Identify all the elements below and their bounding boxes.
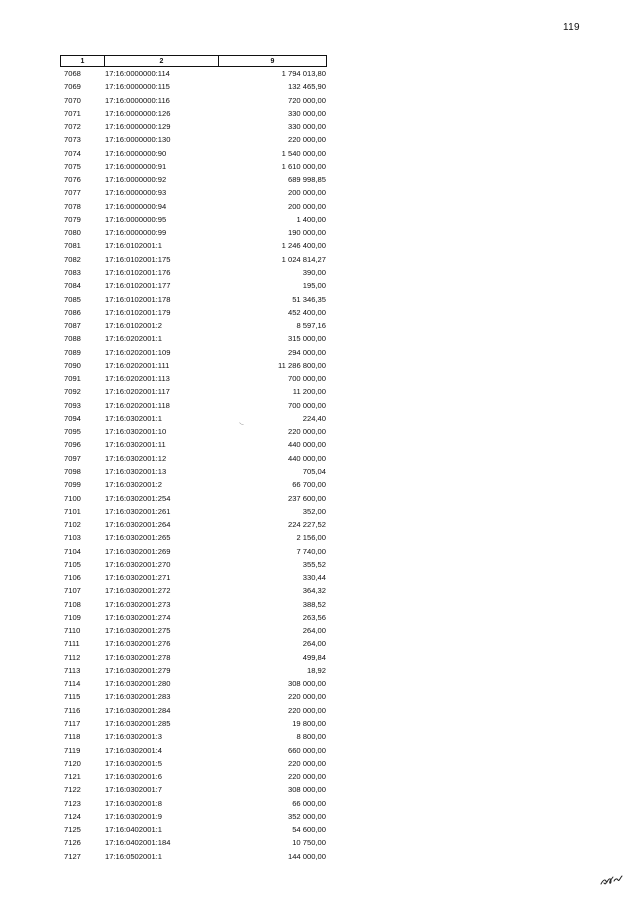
table-row [60, 67, 330, 80]
cadastral-number: 17:16:0302001:284 [105, 705, 171, 715]
cadastral-number: 17:16:0302001:5 [105, 758, 163, 768]
value: 19 800,00 [292, 719, 326, 729]
value: 700 000,00 [287, 400, 326, 410]
table-row [60, 518, 330, 531]
value: 308 000,00 [287, 679, 326, 689]
table-row [60, 372, 330, 385]
cadastral-number: 17:16:0302001:280 [105, 679, 171, 689]
row-number: 7114 [64, 679, 81, 689]
cadastral-number: 17:16:0000000:129 [105, 122, 171, 132]
cadastral-number: 17:16:0302001:1 [105, 413, 163, 423]
row-number: 7111 [64, 639, 80, 649]
cadastral-number: 17:16:0302001:12 [105, 453, 167, 463]
table-row [60, 757, 330, 770]
row-number: 7074 [64, 148, 81, 158]
row-number: 7126 [64, 838, 81, 848]
row-number: 7104 [64, 546, 81, 556]
value: 264,00 [302, 626, 326, 636]
table-row [60, 213, 330, 226]
row-number: 7085 [64, 294, 81, 304]
table-row [60, 677, 330, 690]
row-number: 7127 [64, 851, 81, 861]
table-row [60, 492, 330, 505]
cadastral-number: 17:16:0302001:279 [105, 665, 171, 675]
table-row [60, 478, 330, 491]
table-row [60, 465, 330, 478]
value: 66 700,00 [292, 480, 326, 490]
value: 1 540 000,00 [281, 148, 326, 158]
value: 11 286 800,00 [278, 360, 326, 370]
row-number: 7087 [64, 321, 81, 331]
table-row [60, 346, 330, 359]
value: 2 156,00 [296, 533, 326, 543]
table-row [60, 359, 330, 372]
table-row [60, 200, 330, 213]
cadastral-number: 17:16:0000000:130 [105, 135, 171, 145]
table-row [60, 690, 330, 703]
value: 352 000,00 [287, 811, 326, 821]
row-number: 7078 [64, 201, 81, 211]
table-row [60, 836, 330, 849]
row-number: 7122 [64, 785, 81, 795]
value: 440 000,00 [287, 440, 326, 450]
cadastral-number: 17:16:0302001:6 [105, 772, 163, 782]
value: 220 000,00 [287, 705, 326, 715]
value: 200 000,00 [287, 188, 326, 198]
table-row [60, 531, 330, 544]
row-number: 7116 [64, 705, 81, 715]
cadastral-number: 17:16:0302001:261 [105, 506, 171, 516]
row-number: 7088 [64, 334, 81, 344]
value: 315 000,00 [287, 334, 326, 344]
value: 388,52 [302, 599, 326, 609]
row-number: 7068 [64, 69, 81, 78]
cadastral-number: 17:16:0302001:276 [105, 639, 171, 649]
value: 705,04 [302, 466, 326, 476]
cadastral-number: 17:16:0302001:3 [105, 732, 163, 742]
row-number: 7089 [64, 347, 81, 357]
table-row [60, 107, 330, 120]
cadastral-number: 17:16:0202001:118 [105, 400, 170, 410]
cadastral-number: 17:16:0000000:93 [105, 188, 167, 198]
cadastral-number: 17:16:0302001:275 [105, 626, 171, 636]
value: 195,00 [302, 281, 326, 291]
row-number: 7124 [64, 811, 81, 821]
table-row [60, 120, 330, 133]
value: 224 227,52 [287, 520, 326, 530]
value: 8 597,16 [296, 321, 326, 331]
cadastral-number: 17:16:0302001:285 [105, 719, 171, 729]
row-number: 7125 [64, 825, 81, 835]
value: 330 000,00 [287, 122, 326, 132]
table-row [60, 226, 330, 239]
row-number: 7106 [64, 573, 81, 583]
value: 1 610 000,00 [281, 161, 326, 171]
row-number: 7115 [64, 692, 81, 702]
value: 1 400,00 [296, 214, 326, 224]
value: 1 246 400,00 [281, 241, 326, 251]
table-row [60, 797, 330, 810]
cadastral-number: 17:16:0000000:94 [105, 201, 167, 211]
table-row [60, 253, 330, 266]
value: 264,00 [302, 639, 326, 649]
value: 11 200,00 [292, 387, 326, 397]
value: 330 000,00 [287, 108, 326, 118]
cadastral-number: 17:16:0302001:269 [105, 546, 171, 556]
cadastral-number: 17:16:0202001:117 [105, 387, 170, 397]
value: 220 000,00 [287, 135, 326, 145]
cadastral-number: 17:16:0202001:111 [105, 360, 170, 370]
value: 237 600,00 [287, 493, 326, 503]
cadastral-number: 17:16:0302001:278 [105, 652, 171, 662]
cadastral-number: 17:16:0102001:175 [105, 254, 171, 264]
cadastral-number: 17:16:0102001:177 [105, 281, 171, 291]
table-row [60, 438, 330, 451]
value: 200 000,00 [287, 201, 326, 211]
cadastral-number: 17:16:0102001:176 [105, 267, 171, 277]
cadastral-number: 17:16:0102001:179 [105, 307, 171, 317]
table-row [60, 186, 330, 199]
table-row [60, 173, 330, 186]
value: 51 346,35 [292, 294, 326, 304]
table-row [60, 279, 330, 292]
row-number: 7082 [64, 254, 81, 264]
table-row [60, 306, 330, 319]
table-row [60, 147, 330, 160]
cadastral-number: 17:16:0302001:270 [105, 559, 171, 569]
table-row [60, 94, 330, 107]
table-row [60, 611, 330, 624]
table-row [60, 319, 330, 332]
table-row [60, 385, 330, 398]
table-row [60, 133, 330, 146]
cadastral-number: 17:16:0502001:1 [105, 851, 163, 861]
row-number: 7069 [64, 82, 81, 92]
table-row [60, 823, 330, 836]
value: 54 600,00 [292, 825, 326, 835]
row-number: 7081 [64, 241, 81, 251]
row-number: 7109 [64, 612, 81, 622]
table-row [60, 412, 330, 425]
table-row [60, 239, 330, 252]
value: 499,84 [302, 652, 326, 662]
cadastral-number: 17:16:0302001:254 [105, 493, 171, 503]
table-row [60, 505, 330, 518]
row-number: 7099 [64, 480, 81, 490]
row-number: 7092 [64, 387, 81, 397]
row-number: 7070 [64, 95, 81, 105]
table-row [60, 810, 330, 823]
table-row [60, 664, 330, 677]
value: 1 024 814,27 [281, 254, 326, 264]
cadastral-number: 17:16:0302001:271 [105, 573, 171, 583]
value: 700 000,00 [287, 374, 326, 384]
cadastral-number: 17:16:0102001:1 [105, 241, 163, 251]
value: 220 000,00 [287, 692, 326, 702]
row-number: 7120 [64, 758, 81, 768]
table-row [60, 266, 330, 279]
row-number: 7084 [64, 281, 81, 291]
value: 390,00 [302, 267, 326, 277]
value: 18,92 [306, 665, 326, 675]
value: 364,32 [302, 586, 326, 596]
table-header [60, 55, 327, 67]
table-row [60, 160, 330, 173]
column-header-9: 9 [270, 57, 275, 65]
cadastral-number: 17:16:0202001:109 [105, 347, 171, 357]
value: 220 000,00 [287, 772, 326, 782]
value: 660 000,00 [287, 745, 326, 755]
table-row [60, 651, 330, 664]
page-number: 119 [563, 22, 580, 33]
cadastral-number: 17:16:0302001:8 [105, 798, 163, 808]
cadastral-number: 17:16:0302001:4 [105, 745, 163, 755]
table-row [60, 425, 330, 438]
cadastral-number: 17:16:0000000:92 [105, 175, 167, 185]
cadastral-number: 17:16:0000000:116 [105, 95, 170, 105]
row-number: 7121 [64, 772, 81, 782]
row-number: 7091 [64, 374, 81, 384]
cadastral-number: 17:16:0000000:95 [105, 214, 167, 224]
table-row [60, 637, 330, 650]
table-row [60, 598, 330, 611]
table-row [60, 704, 330, 717]
row-number: 7113 [64, 665, 81, 675]
table-row [60, 624, 330, 637]
table-row [60, 332, 330, 345]
table-row [60, 770, 330, 783]
row-number: 7100 [64, 493, 81, 503]
cadastral-number: 17:16:0302001:274 [105, 612, 171, 622]
row-number: 7110 [64, 626, 81, 636]
cadastral-number: 17:16:0302001:7 [105, 785, 163, 795]
row-number: 7123 [64, 798, 81, 808]
cadastral-number: 17:16:0202001:113 [105, 374, 170, 384]
cadastral-number: 17:16:0202001:1 [105, 334, 163, 344]
cadastral-number: 17:16:0302001:272 [105, 586, 171, 596]
value: 1 794 013,80 [281, 69, 326, 78]
value: 10 750,00 [292, 838, 326, 848]
handwritten-signature-icon [600, 872, 624, 888]
table-row [60, 399, 330, 412]
row-number: 7077 [64, 188, 81, 198]
row-number: 7079 [64, 214, 81, 224]
table-row [60, 571, 330, 584]
table-row [60, 783, 330, 796]
cadastral-number: 17:16:0000000:114 [105, 69, 170, 78]
table-row [60, 584, 330, 597]
row-number: 7072 [64, 122, 81, 132]
cadastral-number: 17:16:0102001:2 [105, 321, 163, 331]
table-row [60, 558, 330, 571]
column-header-2: 2 [105, 56, 219, 66]
value: 308 000,00 [287, 785, 326, 795]
table-row [60, 80, 330, 93]
cadastral-number: 17:16:0302001:2 [105, 480, 163, 490]
value: 452 400,00 [287, 307, 326, 317]
cadastral-number: 17:16:0302001:11 [105, 440, 166, 450]
value: 144 000,00 [287, 851, 326, 861]
cadastral-number: 17:16:0302001:9 [105, 811, 163, 821]
table-row [60, 850, 330, 863]
table-row [60, 452, 330, 465]
cadastral-number: 17:16:0302001:283 [105, 692, 171, 702]
scan-speck [239, 422, 244, 426]
cadastral-number: 17:16:0000000:91 [105, 161, 167, 171]
cadastral-number: 17:16:0000000:90 [105, 148, 167, 158]
table-row [60, 717, 330, 730]
value: 263,56 [302, 612, 326, 622]
row-number: 7073 [64, 135, 81, 145]
cadastral-number: 17:16:0402001:1 [105, 825, 163, 835]
row-number: 7107 [64, 586, 81, 596]
row-number: 7112 [64, 652, 81, 662]
row-number: 7108 [64, 599, 81, 609]
value: 689 998,85 [287, 175, 326, 185]
value: 355,52 [302, 559, 326, 569]
row-number: 7094 [64, 413, 81, 423]
table-row [60, 730, 330, 743]
value: 224,40 [302, 413, 326, 423]
row-number: 7098 [64, 466, 81, 476]
row-number: 7117 [64, 719, 81, 729]
row-number: 7095 [64, 427, 81, 437]
row-number: 7076 [64, 175, 81, 185]
value: 66 000,00 [292, 798, 326, 808]
value: 220 000,00 [287, 427, 326, 437]
value: 440 000,00 [287, 453, 326, 463]
value: 330,44 [302, 573, 326, 583]
row-number: 7119 [64, 745, 81, 755]
cadastral-number: 17:16:0302001:264 [105, 520, 171, 530]
value: 352,00 [302, 506, 326, 516]
row-number: 7075 [64, 161, 81, 171]
table-row [60, 293, 330, 306]
value: 220 000,00 [287, 758, 326, 768]
row-number: 7103 [64, 533, 81, 543]
value: 8 800,00 [296, 732, 326, 742]
row-number: 7102 [64, 520, 81, 530]
row-number: 7118 [64, 732, 81, 742]
cadastral-number: 17:16:0302001:13 [105, 466, 167, 476]
value: 720 000,00 [287, 95, 326, 105]
cadastral-number: 17:16:0000000:99 [105, 228, 167, 238]
cadastral-number: 17:16:0000000:115 [105, 82, 170, 92]
table-body [60, 67, 330, 863]
row-number: 7083 [64, 267, 81, 277]
row-number: 7101 [64, 506, 81, 516]
cadastral-number: 17:16:0102001:178 [105, 294, 171, 304]
value: 132 465,90 [287, 82, 326, 92]
row-number: 7105 [64, 559, 81, 569]
row-number: 7090 [64, 360, 81, 370]
row-number: 7086 [64, 307, 81, 317]
row-number: 7071 [64, 108, 81, 118]
row-number: 7096 [64, 440, 81, 450]
table-row [60, 545, 330, 558]
value: 190 000,00 [287, 228, 326, 238]
cadastral-number: 17:16:0402001:184 [105, 838, 171, 848]
column-header-1: 1 [61, 56, 105, 66]
value: 294 000,00 [287, 347, 326, 357]
cadastral-number: 17:16:0000000:126 [105, 108, 171, 118]
row-number: 7097 [64, 453, 81, 463]
cadastral-number: 17:16:0302001:10 [105, 427, 167, 437]
value: 7 740,00 [296, 546, 326, 556]
table-row [60, 744, 330, 757]
cadastral-number: 17:16:0302001:273 [105, 599, 171, 609]
row-number: 7093 [64, 400, 81, 410]
row-number: 7080 [64, 228, 81, 238]
cadastral-number: 17:16:0302001:265 [105, 533, 171, 543]
